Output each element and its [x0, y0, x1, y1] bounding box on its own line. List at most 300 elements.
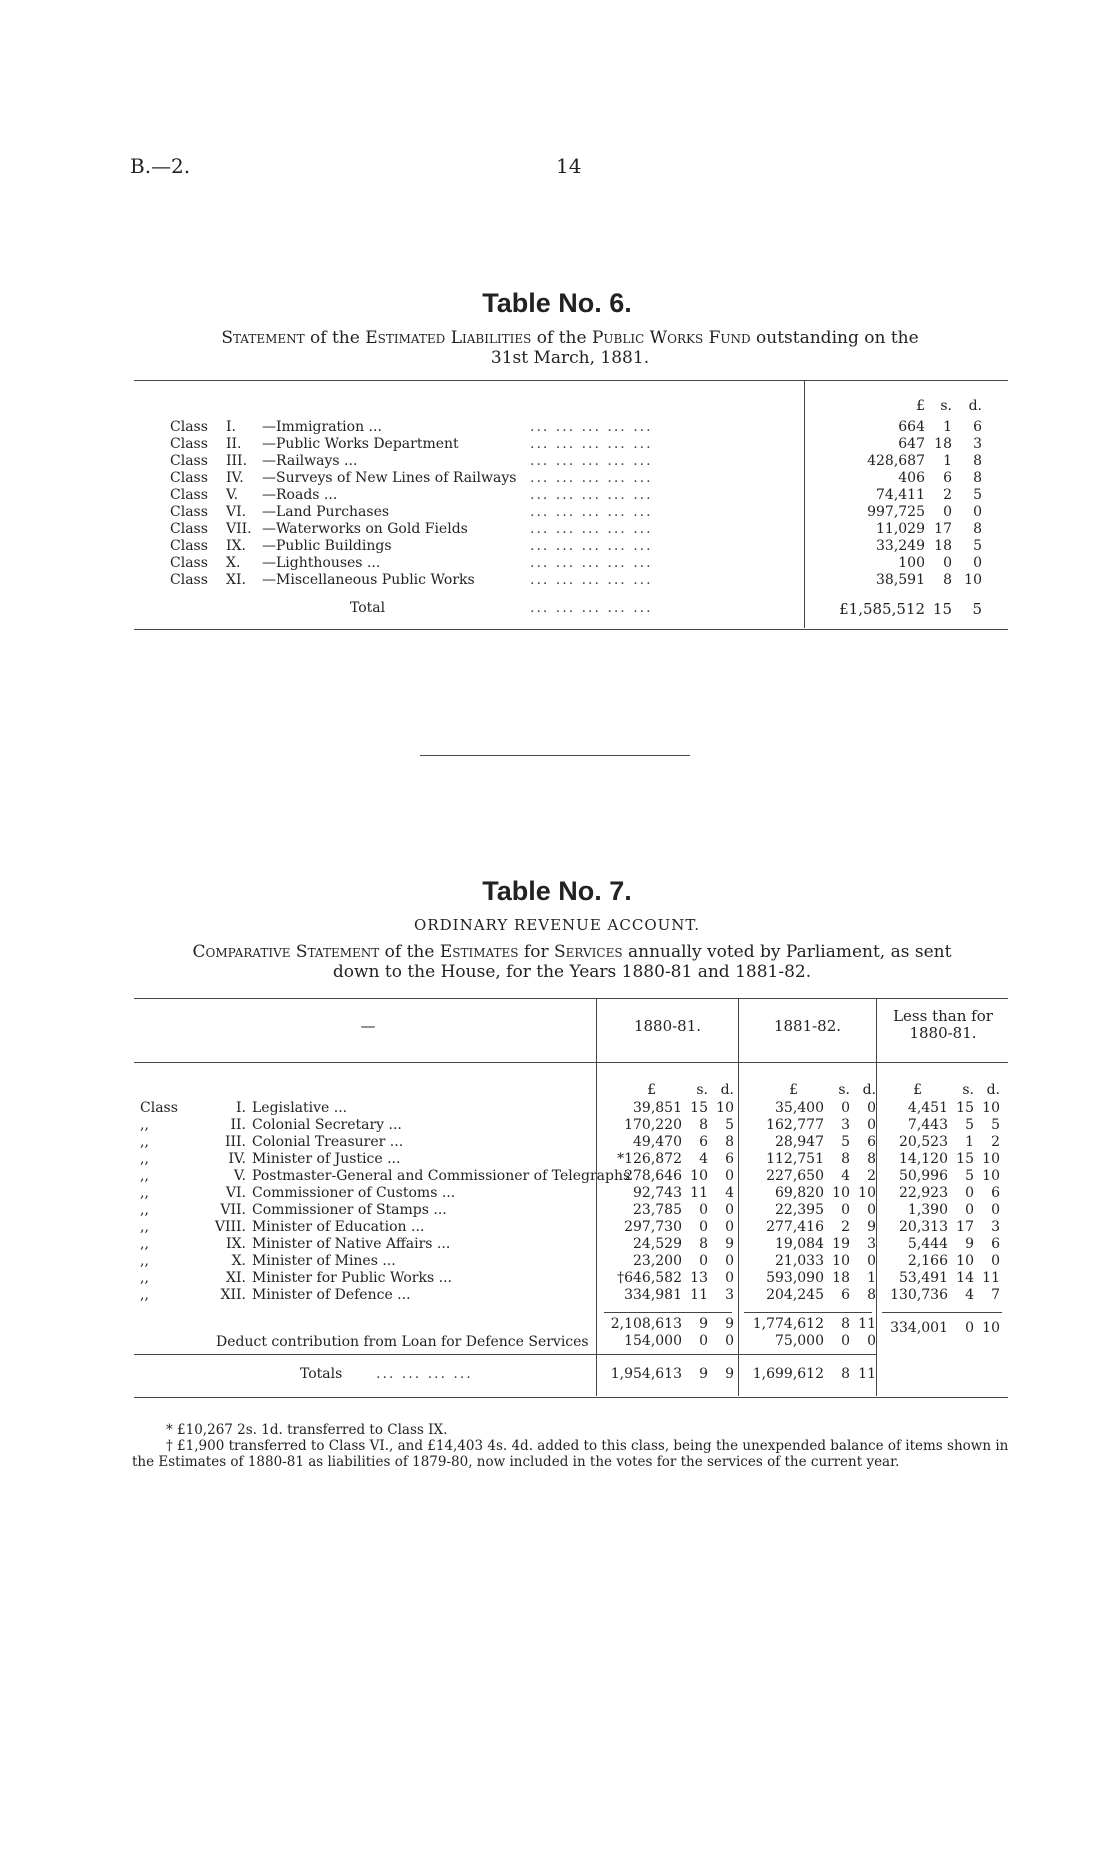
amount-pence: 11	[858, 1366, 876, 1382]
class-number: XII.	[220, 1287, 246, 1303]
amount-shillings: 4	[699, 1151, 708, 1167]
amount-pounds: 162,777	[766, 1117, 824, 1133]
caption-part: Estimated Liabilities	[365, 328, 532, 348]
amount-pence: 0	[973, 555, 982, 571]
table6-amount	[820, 436, 990, 453]
ministry-description: Minister of Education ...	[252, 1219, 425, 1235]
amount-shillings: 19	[832, 1236, 850, 1252]
amount-pounds: 1,954,613	[610, 1366, 682, 1382]
amount-pounds: 4,451	[907, 1100, 948, 1116]
table6-amount	[820, 419, 990, 436]
amount-1880-81	[598, 1100, 736, 1117]
amount-shillings: 8	[841, 1151, 850, 1167]
amount-shillings: 9	[699, 1366, 708, 1382]
amount-shillings: 11	[690, 1185, 708, 1201]
amount-pounds: 22,395	[775, 1202, 824, 1218]
class-label: Class	[170, 487, 208, 503]
amount-pounds: 23,785	[633, 1202, 682, 1218]
ministry-description: Minister of Justice ...	[252, 1151, 401, 1167]
class-description: —Railways ...	[262, 453, 358, 469]
table6-row	[170, 504, 810, 521]
table6-amount	[820, 470, 990, 487]
amount-pence: 3	[991, 1219, 1000, 1235]
class-label: ,,	[140, 1134, 149, 1150]
leader-dots: ... ... ... ...	[376, 1366, 473, 1382]
table7-column-divider	[738, 998, 739, 1396]
amount-pence: 10	[964, 572, 982, 588]
amount-pounds: 1,774,612	[752, 1316, 824, 1332]
amount-pounds: 112,751	[766, 1151, 824, 1167]
totals-1880-81	[598, 1366, 736, 1383]
table6-row	[170, 470, 810, 487]
sum-rule	[604, 1312, 732, 1313]
amount-pence: 5	[973, 487, 982, 503]
amount-pence: 1	[867, 1270, 876, 1286]
sum-rule	[744, 1312, 872, 1313]
table7-subtitle: ORDINARY REVENUE ACCOUNT.	[414, 916, 700, 934]
amount-pounds: 334,001	[890, 1320, 948, 1336]
class-label: ,,	[140, 1236, 149, 1252]
leader-dots: ... ... ... ... ...	[530, 436, 653, 452]
amount-shillings: 6	[699, 1134, 708, 1150]
amount-pounds: 92,743	[633, 1185, 682, 1201]
amount-shillings: 0	[965, 1185, 974, 1201]
caption-part: of the	[304, 328, 366, 348]
amount-pence: 9	[725, 1316, 734, 1332]
amount-pence: 0	[725, 1270, 734, 1286]
amount-less-than	[864, 1117, 1002, 1134]
deduct-1881-82	[740, 1333, 878, 1350]
amount-1881-82	[740, 1151, 878, 1168]
unit-pounds: £	[789, 1082, 798, 1098]
ministry-description: Legislative ...	[252, 1100, 348, 1116]
amount-pence: 9	[725, 1366, 734, 1382]
amount-pounds: 74,411	[876, 487, 925, 503]
amount-pounds: 24,529	[633, 1236, 682, 1252]
leader-dots: ... ... ... ... ...	[530, 470, 653, 486]
amount-pounds: 593,090	[766, 1270, 824, 1286]
amount-shillings: 18	[934, 538, 952, 554]
amount-shillings: 8	[699, 1236, 708, 1252]
amount-pence: 0	[725, 1168, 734, 1184]
unit-pence: d.	[862, 1082, 876, 1098]
amount-pounds: 2,166	[907, 1253, 948, 1269]
amount-pence: 4	[725, 1185, 734, 1201]
amount-pounds: 28,947	[775, 1134, 824, 1150]
amount-less-than	[864, 1100, 1002, 1117]
amount-pounds: 20,523	[899, 1134, 948, 1150]
amount-shillings: 8	[841, 1366, 850, 1382]
amount-1880-81	[598, 1151, 736, 1168]
amount-1880-81	[598, 1202, 736, 1219]
table7-row	[140, 1202, 600, 1219]
table6-row	[170, 419, 810, 436]
amount-shillings: 17	[934, 521, 952, 537]
class-number: V.	[226, 487, 239, 503]
amount-shillings: 5	[965, 1168, 974, 1184]
amount-pence: 5	[725, 1117, 734, 1133]
table7-row	[140, 1270, 600, 1287]
class-number: VII.	[226, 521, 252, 537]
amount-pence: 3	[973, 436, 982, 452]
leader-dots: ... ... ... ... ...	[530, 453, 653, 469]
amount-less-than	[864, 1168, 1002, 1185]
amount-1881-82	[740, 1287, 878, 1304]
class-description: —Public Works Department	[262, 436, 459, 452]
amount-pounds: 100	[898, 555, 925, 571]
class-label: ,,	[140, 1151, 149, 1167]
class-number: I.	[236, 1100, 246, 1116]
section-separator	[420, 755, 690, 756]
unit-shillings: s.	[962, 1082, 974, 1098]
subtotal-less-than	[864, 1320, 1002, 1337]
ministry-description: Minister of Defence ...	[252, 1287, 411, 1303]
table6-amount	[820, 555, 990, 572]
amount-1881-82	[740, 1117, 878, 1134]
footnote-dagger: † £1,900 transferred to Class VI., and £14,403 4s. 4d. added to this class, being the unexpended balance of items shown in the Estimates of 1880-81 as liabilities of 1879-80, now included in the votes for the services of the current year.	[132, 1438, 1009, 1470]
table6-amount	[820, 538, 990, 555]
table6-amount	[820, 487, 990, 504]
leader-dots: ... ... ... ... ...	[530, 504, 653, 520]
class-number: XI.	[226, 1270, 246, 1286]
table7-row	[140, 1134, 600, 1151]
table6-row	[170, 555, 810, 572]
amount-pence: 0	[867, 1333, 876, 1349]
table6-row	[170, 436, 810, 453]
amount-shillings: 17	[956, 1219, 974, 1235]
amount-pence: 10	[858, 1185, 876, 1201]
unit-header	[740, 1082, 878, 1099]
unit-pounds: £	[913, 1082, 922, 1098]
amount-pence: 10	[716, 1100, 734, 1116]
class-number: II.	[226, 436, 242, 452]
amount-pence: 8	[867, 1151, 876, 1167]
table6-row	[170, 572, 810, 589]
amount-pounds: 38,591	[876, 572, 925, 588]
table6-row	[170, 538, 810, 555]
class-label: ,,	[140, 1253, 149, 1269]
totals-label: Totals	[300, 1366, 343, 1382]
amount-pounds: 5,444	[907, 1236, 948, 1252]
caption-part: for	[518, 942, 554, 962]
amount-shillings: 0	[943, 504, 952, 520]
amount-shillings: 11	[690, 1287, 708, 1303]
amount-pounds: 334,981	[624, 1287, 682, 1303]
class-description: —Public Buildings	[262, 538, 392, 554]
class-number: VII.	[220, 1202, 246, 1218]
amount-shillings: 0	[965, 1320, 974, 1336]
amount-pence: 0	[867, 1202, 876, 1218]
class-label: ,,	[140, 1168, 149, 1184]
amount-1880-81	[598, 1236, 736, 1253]
amount-pence: 0	[991, 1253, 1000, 1269]
table7-header-1881-82: 1881-82.	[773, 1017, 842, 1035]
table6-row	[170, 487, 810, 504]
amount-shillings: 10	[832, 1253, 850, 1269]
amount-shillings: 13	[690, 1270, 708, 1286]
class-number: I.	[226, 419, 236, 435]
table6-amount	[820, 572, 990, 589]
amount-less-than	[864, 1151, 1002, 1168]
class-label: Class	[140, 1100, 178, 1116]
amount-shillings: 2	[943, 487, 952, 503]
amount-1881-82	[740, 1168, 878, 1185]
caption-part: of the	[531, 328, 592, 348]
amount-pence: 5	[973, 538, 982, 554]
amount-pence: 8	[973, 470, 982, 486]
caption-part: annually voted by Parliament, as sent	[622, 942, 952, 962]
amount-1881-82	[740, 1185, 878, 1202]
unit-shillings: s.	[696, 1082, 708, 1098]
amount-shillings: 9	[965, 1236, 974, 1252]
amount-pence: 10	[982, 1151, 1000, 1167]
unit-pence: d.	[968, 398, 982, 414]
amount-shillings: 0	[841, 1333, 850, 1349]
amount-pounds: 1,390	[907, 1202, 948, 1218]
caption-part: Estimates	[439, 942, 519, 962]
amount-less-than	[864, 1287, 1002, 1304]
amount-pounds: 39,851	[633, 1100, 682, 1116]
amount-less-than	[864, 1185, 1002, 1202]
unit-pence: d.	[720, 1082, 734, 1098]
amount-pounds: 406	[898, 470, 925, 486]
amount-shillings: 1	[943, 453, 952, 469]
amount-1881-82	[740, 1202, 878, 1219]
amount-pence: 7	[991, 1287, 1000, 1303]
amount-pence: 0	[973, 504, 982, 520]
class-number: IX.	[226, 538, 246, 554]
amount-pounds: 1,699,612	[752, 1366, 824, 1382]
amount-less-than	[864, 1134, 1002, 1151]
amount-shillings: 8	[699, 1117, 708, 1133]
amount-pence: 8	[973, 453, 982, 469]
amount-shillings: 15	[932, 600, 952, 618]
amount-1880-81	[598, 1270, 736, 1287]
amount-pounds: 997,725	[867, 504, 925, 520]
amount-1880-81	[598, 1117, 736, 1134]
amount-1880-81	[598, 1253, 736, 1270]
amount-pounds: 154,000	[624, 1333, 682, 1349]
amount-pence: 2	[867, 1168, 876, 1184]
amount-less-than	[864, 1236, 1002, 1253]
leader-dots: ... ... ... ... ...	[530, 419, 653, 435]
class-description: —Surveys of New Lines of Railways	[262, 470, 517, 486]
amount-pence: 10	[982, 1168, 1000, 1184]
amount-shillings: 5	[841, 1134, 850, 1150]
class-label: ,,	[140, 1117, 149, 1133]
ministry-description: Minister of Mines ...	[252, 1253, 396, 1269]
table7-row	[140, 1219, 600, 1236]
amount-pounds: †646,582	[617, 1270, 682, 1286]
class-label: Class	[170, 470, 208, 486]
amount-pounds: 69,820	[775, 1185, 824, 1201]
amount-pence: 5	[991, 1117, 1000, 1133]
amount-shillings: 8	[841, 1316, 850, 1332]
class-number: II.	[230, 1117, 246, 1133]
amount-pence: 9	[867, 1219, 876, 1235]
class-number: X.	[226, 555, 241, 571]
amount-shillings: 0	[699, 1333, 708, 1349]
deduct-text: Deduct contribution from Loan for Defence Services	[216, 1334, 589, 1350]
amount-shillings: 0	[965, 1202, 974, 1218]
table6-amount	[820, 521, 990, 538]
class-number: III.	[226, 453, 248, 469]
totals-rule	[134, 1354, 876, 1355]
unit-pounds: £	[647, 1082, 656, 1098]
amount-pence: 3	[867, 1236, 876, 1252]
amount-shillings: 15	[956, 1100, 974, 1116]
amount-shillings: 10	[956, 1253, 974, 1269]
amount-1880-81	[598, 1185, 736, 1202]
table6-title: Table No. 6.	[482, 288, 632, 318]
amount-shillings: 3	[841, 1117, 850, 1133]
table7-row	[140, 1168, 631, 1185]
footnote-star: * £10,267 2s. 1d. transferred to Class IX.	[166, 1422, 448, 1438]
amount-less-than	[864, 1253, 1002, 1270]
unit-pence: d.	[986, 1082, 1000, 1098]
unit-pounds: £	[916, 398, 925, 414]
amount-pence: 0	[867, 1100, 876, 1116]
class-label: Class	[170, 572, 208, 588]
amount-shillings: 0	[699, 1202, 708, 1218]
amount-pence: 10	[982, 1100, 1000, 1116]
table7-row	[140, 1236, 600, 1253]
amount-pence: 10	[982, 1320, 1000, 1336]
amount-pounds: 297,730	[624, 1219, 682, 1235]
amount-1880-81	[598, 1168, 736, 1185]
ministry-description: Minister of Native Affairs ...	[252, 1236, 451, 1252]
leader-dots: ... ... ... ... ...	[530, 600, 653, 616]
deduct-label	[140, 1334, 596, 1351]
table7-row	[140, 1253, 600, 1270]
table7-row	[140, 1100, 600, 1117]
amount-1881-82	[740, 1253, 878, 1270]
amount-pounds: 170,220	[624, 1117, 682, 1133]
amount-pounds: 277,416	[766, 1219, 824, 1235]
table7-header-less-than: Less than for 1880-81.	[893, 1007, 993, 1042]
amount-shillings: 14	[956, 1270, 974, 1286]
amount-pounds: 20,313	[899, 1219, 948, 1235]
class-number: IX.	[226, 1236, 246, 1252]
caption-part: outstanding on the	[750, 328, 919, 348]
amount-shillings: 4	[965, 1287, 974, 1303]
amount-pence: 0	[725, 1219, 734, 1235]
table6-amount	[820, 453, 990, 470]
amount-pence: 6	[973, 419, 982, 435]
caption-part: Public Works Fund	[591, 328, 751, 348]
unit-shillings: s.	[838, 1082, 850, 1098]
amount-pounds: 35,400	[775, 1100, 824, 1116]
amount-pounds: 11,029	[876, 521, 925, 537]
sum-rule	[882, 1312, 1002, 1313]
class-number: V.	[233, 1168, 246, 1184]
total-label: Total	[350, 600, 386, 616]
table7-header-blank: —	[360, 1017, 376, 1035]
subtotal-1881-82	[740, 1316, 878, 1333]
class-label: ,,	[140, 1185, 149, 1201]
class-label: Class	[170, 419, 208, 435]
table6-row	[170, 521, 810, 538]
class-number: IV.	[228, 1151, 246, 1167]
amount-pounds: 2,108,613	[610, 1316, 682, 1332]
amount-pounds: 23,200	[633, 1253, 682, 1269]
caption-part: Services	[553, 942, 623, 962]
subtotal-1880-81	[598, 1316, 736, 1333]
class-number: X.	[231, 1253, 246, 1269]
amount-pence: 0	[867, 1117, 876, 1133]
ministry-description: Postmaster-General and Commissioner of Telegraphs	[252, 1168, 631, 1184]
amount-pounds: 49,470	[633, 1134, 682, 1150]
amount-pounds: 130,736	[890, 1287, 948, 1303]
amount-shillings: 0	[699, 1253, 708, 1269]
amount-pounds: 22,923	[899, 1185, 948, 1201]
table6-total-row	[170, 600, 810, 617]
amount-pounds: 19,084	[775, 1236, 824, 1252]
amount-shillings: 9	[699, 1316, 708, 1332]
amount-pounds: 53,491	[899, 1270, 948, 1286]
amount-shillings: 5	[965, 1117, 974, 1133]
class-description: —Roads ...	[262, 487, 338, 503]
leader-dots: ... ... ... ... ...	[530, 572, 653, 588]
amount-shillings: 2	[841, 1219, 850, 1235]
page-number: 14	[556, 154, 582, 178]
table7-caption	[132, 942, 1012, 982]
class-label: ,,	[140, 1202, 149, 1218]
deduct-1880-81	[598, 1333, 736, 1350]
table7-row	[140, 1151, 600, 1168]
amount-less-than	[864, 1219, 1002, 1236]
amount-shillings: 1	[943, 419, 952, 435]
table6-amount	[820, 504, 990, 521]
leader-dots: ... ... ... ... ...	[530, 555, 653, 571]
amount-shillings: 15	[690, 1100, 708, 1116]
amount-pounds: 204,245	[766, 1287, 824, 1303]
unit-header	[598, 1082, 736, 1099]
class-label: Class	[170, 521, 208, 537]
table6-row	[170, 453, 810, 470]
class-number: IV.	[226, 470, 244, 486]
amount-pence: 0	[867, 1253, 876, 1269]
class-label: Class	[170, 453, 208, 469]
class-label: Class	[170, 436, 208, 452]
class-number: VI.	[225, 1185, 246, 1201]
amount-pounds: 428,687	[867, 453, 925, 469]
amount-pence: 11	[858, 1316, 876, 1332]
amount-shillings: 6	[943, 470, 952, 486]
amount-pounds: 227,650	[766, 1168, 824, 1184]
totals-1881-82	[740, 1366, 878, 1383]
class-description: —Waterworks on Gold Fields	[262, 521, 468, 537]
table6-total-amount	[820, 600, 990, 617]
caption-years: down to the House, for the Years 1880-81 and 1881-82.	[332, 962, 812, 982]
class-description: —Land Purchases	[262, 504, 390, 520]
amount-shillings: 18	[934, 436, 952, 452]
amount-shillings: 8	[943, 572, 952, 588]
amount-shillings: 0	[841, 1202, 850, 1218]
totals-row	[140, 1366, 596, 1383]
amount-1881-82	[740, 1134, 878, 1151]
class-label: ,,	[140, 1287, 149, 1303]
ministry-description: Colonial Treasurer ...	[252, 1134, 404, 1150]
amount-pounds: 75,000	[775, 1333, 824, 1349]
class-description: —Miscellaneous Public Works	[262, 572, 475, 588]
class-label: ,,	[140, 1270, 149, 1286]
class-label: Class	[170, 555, 208, 571]
amount-pounds: £1,585,512	[839, 600, 925, 618]
amount-pounds: 7,443	[907, 1117, 948, 1133]
amount-pounds: 278,646	[624, 1168, 682, 1184]
amount-pence: 2	[991, 1134, 1000, 1150]
